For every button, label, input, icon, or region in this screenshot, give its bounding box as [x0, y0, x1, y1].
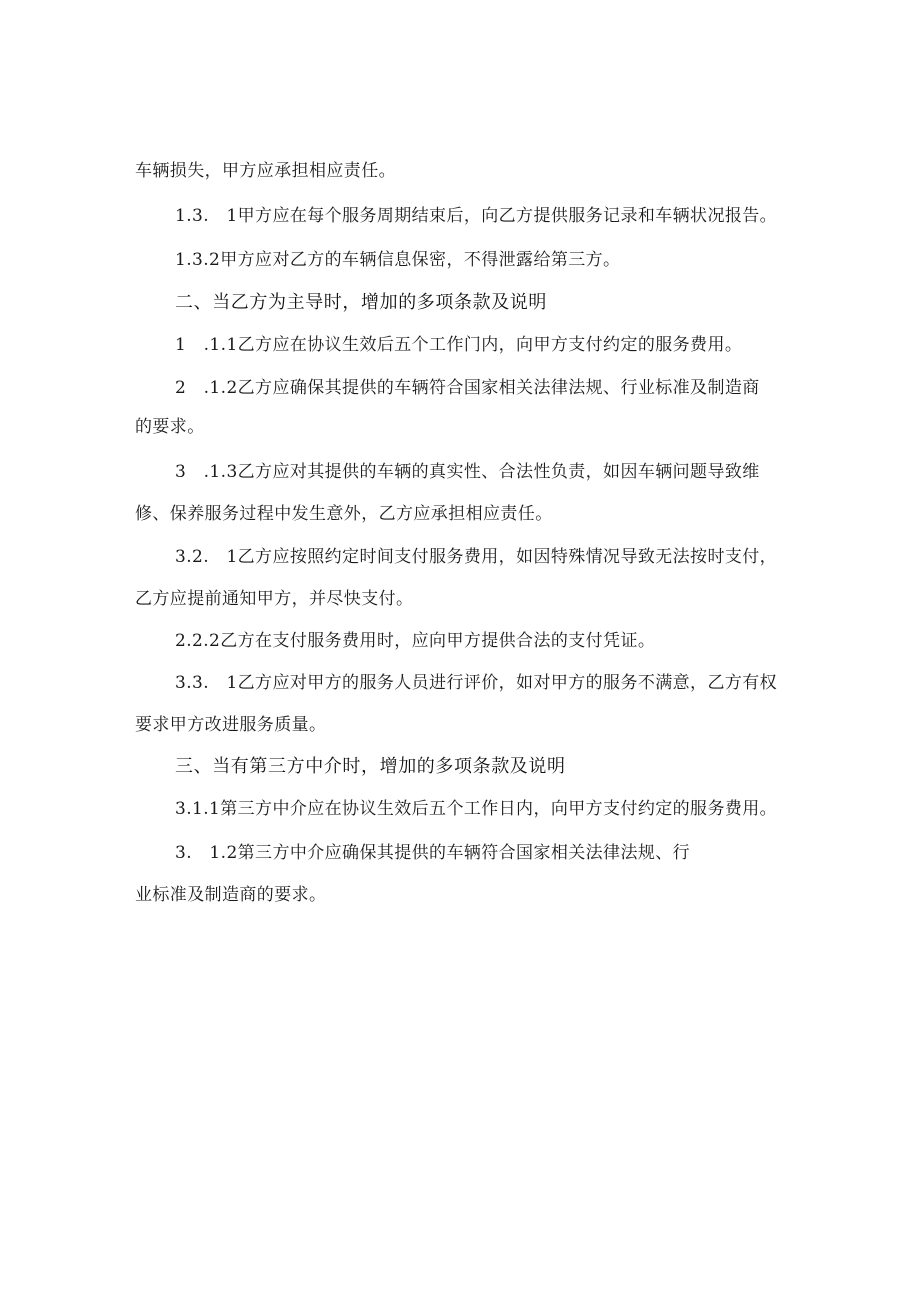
clause-3-3-1-cont: 要求甲方改进服务质量。 [135, 715, 327, 735]
clause-3-2-1: 3.2. 1乙方应按照约定时间支付服务费用，如因特殊情况导致无法按时支付， [175, 547, 778, 567]
clause-1-3-1: 1.3. 1甲方应在每个服务周期结束后，向乙方提供服务记录和车辆状况报告。 [175, 206, 778, 226]
clause-1-1-3: 3 .1.3乙方应对其提供的车辆的真实性、合法性负责，如因车辆问题导致维 [175, 462, 760, 482]
clause-3-1-2: 3. 1.2第三方中介应确保其提供的车辆符合国家相关法律法规、行 [175, 843, 691, 863]
clause-2-2-2: 2.2.2乙方在支付服务费用时，应向甲方提供合法的支付凭证。 [175, 631, 656, 651]
clause-3-2-1-cont: 乙方应提前通知甲方，并尽快支付。 [135, 589, 414, 609]
section-heading-3: 三、当有第三方中介时，增加的多项条款及说明 [175, 756, 566, 777]
clause-3-3-1: 3.3. 1乙方应对甲方的服务人员进行评价，如对甲方的服务不满意，乙方有权 [175, 673, 778, 693]
clause-1-1-3-cont: 修、保养服务过程中发生意外，乙方应承担相应责任。 [135, 504, 553, 524]
clause-3-1-1: 3.1.1第三方中介应在协议生效后五个工作日内，向甲方支付约定的服务费用。 [175, 799, 778, 819]
clause-3-1-2-cont: 业标准及制造商的要求。 [135, 885, 327, 905]
clause-1-1-1: 1 .1.1乙方应在协议生效后五个工作门内，向甲方支付约定的服务费用。 [175, 335, 743, 355]
section-heading-2: 二、当乙方为主导时，增加的多项条款及说明 [175, 292, 547, 313]
paragraph-line: 车辆损失，甲方应承担相应责任。 [135, 161, 396, 181]
clause-1-1-2-cont: 的要求。 [135, 417, 205, 437]
clause-1-1-2: 2 .1.2乙方应确保其提供的车辆符合国家相关法律法规、行业标准及制造商 [175, 378, 760, 398]
clause-1-3-2: 1.3.2甲方应对乙方的车辆信息保密，不得泄露给第三方。 [175, 250, 621, 270]
